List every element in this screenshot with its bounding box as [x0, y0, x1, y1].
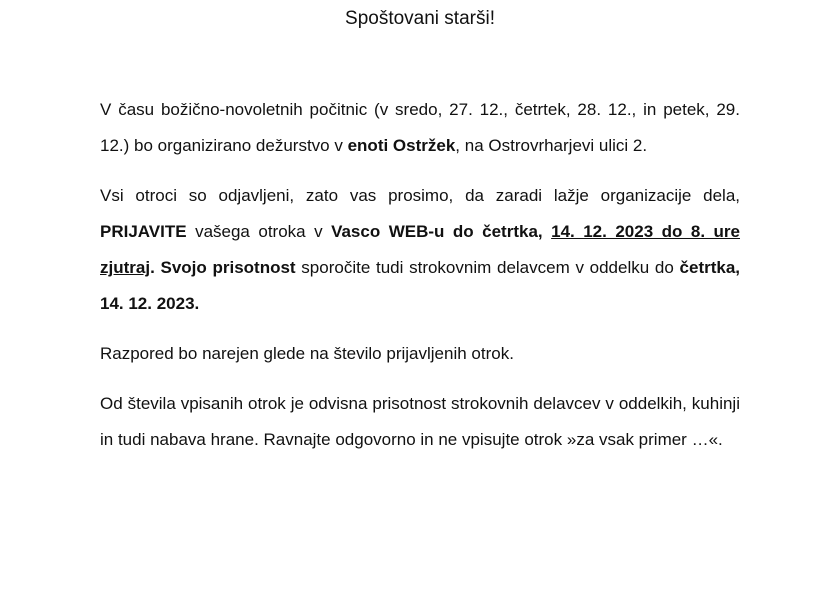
p2-deadline-2: četrtka, 14. 12. 2023. — [100, 258, 741, 313]
p1-text-1: V času božično-novoletnih počitnic (v sredo, 27. 12., četrtek, 28. 12., in petek, 29. 12.) bo organizirano dežurstvo v — [100, 100, 740, 155]
p2-text-1: Vsi otroci so odjavljeni, zato vas prosimo, da zaradi lažje organizacije dela, — [100, 186, 740, 205]
p1-unit-name: enoti Ostržek — [347, 136, 456, 155]
p2-presence: . Svojo prisotnost — [150, 258, 296, 277]
paragraph-schedule: Razpored bo narejen glede na število prijavljenih otrok. — [100, 344, 514, 363]
paragraph-responsibility: Od števila vpisanih otrok je odvisna prisotnost strokovnih delavcev v oddelkih, kuhinji in tudi nabava hrane. Ravnajte odgovorno in ne vpisujte otrok »za vsak primer …«. — [100, 394, 740, 449]
paragraph-registration — [100, 178, 740, 322]
p2-deadline: 14. 12. 2023 do 8. ure zjutraj — [100, 222, 740, 277]
p2-text-2: vašega otroka v — [186, 222, 332, 241]
p1-text-2: , na Ostrovrharjevi ulici 2. — [455, 136, 648, 155]
p2-text-3: sporočite tudi strokovnim delavcem v oddelku do — [295, 258, 680, 277]
p2-register-word: PRIJAVITE — [100, 222, 187, 241]
p2-vasco-web: Vasco WEB-u do četrtka, — [331, 222, 552, 241]
page-title: Spoštovani starši! — [345, 8, 495, 29]
paragraph-holiday-duty — [100, 92, 740, 164]
